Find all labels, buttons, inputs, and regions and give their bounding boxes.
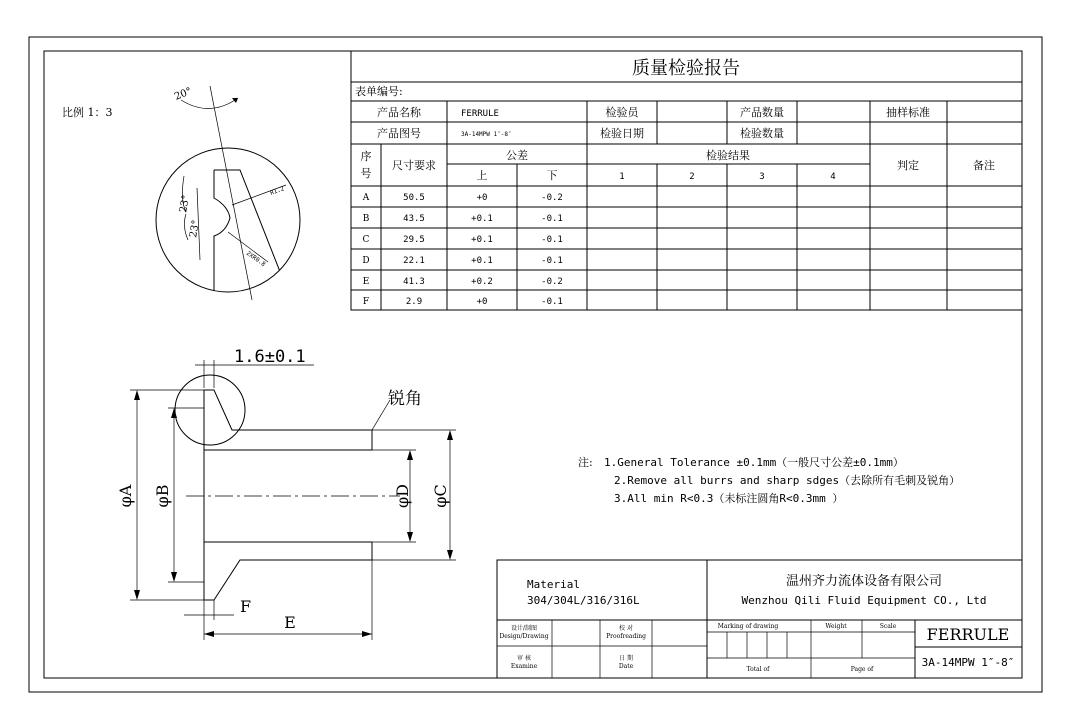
row-f-up: +0 bbox=[476, 297, 488, 307]
row-d-up: +0.1 bbox=[471, 256, 493, 266]
sharp-corner-label: 锐角 bbox=[388, 389, 422, 409]
drawing-no-value: 3A-14MPW 1″-8″ bbox=[461, 131, 512, 138]
row-b-size: 43.5 bbox=[403, 214, 425, 224]
inspection-report-table bbox=[351, 51, 1022, 310]
row-c-low: -0.1 bbox=[541, 235, 563, 245]
dim-f-label: F bbox=[240, 597, 252, 616]
row-b-id: B bbox=[362, 214, 370, 224]
note-2: 2.Remove all burrs and sharp sdges（去除所有毛刺及锐角） bbox=[614, 474, 961, 487]
sampling-label: 抽样标准 bbox=[886, 106, 930, 119]
date-label: 检验日期 bbox=[600, 127, 644, 140]
inspector-label: 检验员 bbox=[605, 106, 639, 119]
proof-en: Proofreading bbox=[606, 633, 646, 640]
note-3: 3.All min R<0.3（未标注圆角R<0.3mm ） bbox=[614, 492, 844, 505]
material-value: 304/304L/316/316L bbox=[527, 594, 640, 607]
date-cn: 日 期 bbox=[619, 655, 633, 662]
row-e-up: +0.2 bbox=[471, 277, 493, 287]
row-c-size: 29.5 bbox=[403, 235, 425, 245]
report-title: 质量检验报告 bbox=[632, 58, 740, 79]
design-en: Design/Drawing bbox=[499, 633, 549, 640]
row-b-up: +0.1 bbox=[471, 214, 493, 224]
result-col-1: 1 bbox=[619, 172, 625, 182]
drawing-no-label: 产品图号 bbox=[377, 127, 421, 140]
qty-label: 产品数量 bbox=[740, 106, 784, 119]
product-name-label: 产品名称 bbox=[377, 106, 421, 119]
row-c-id: C bbox=[362, 235, 370, 245]
company-cn: 温州齐力流体设备有限公司 bbox=[785, 574, 943, 589]
angle-top-label: 20° bbox=[173, 85, 194, 103]
exam-cn: 审 核 bbox=[517, 655, 531, 662]
row-d-id: D bbox=[362, 256, 370, 266]
row-f-low: -0.1 bbox=[541, 297, 563, 307]
title-block bbox=[497, 560, 1022, 678]
row-e-size: 41.3 bbox=[403, 277, 425, 287]
dim-d-label: φD bbox=[393, 483, 412, 509]
date-en: Date bbox=[618, 663, 634, 670]
dim-e-label: E bbox=[284, 613, 296, 632]
judge-header: 判定 bbox=[897, 159, 919, 172]
radius2-label: 2XR0.8 bbox=[244, 249, 267, 269]
row-a-up: +0 bbox=[476, 193, 488, 203]
result-col-4: 4 bbox=[830, 172, 836, 182]
seq-header-b: 号 bbox=[360, 167, 372, 180]
row-a-id: A bbox=[362, 193, 370, 203]
row-c-up: +0.1 bbox=[471, 235, 493, 245]
remark-header: 备注 bbox=[973, 159, 995, 172]
row-b-low: -0.1 bbox=[541, 214, 563, 224]
scale-cell-label: Scale bbox=[879, 623, 897, 630]
company-en: Wenzhou Qili Fluid Equipment CO., Ltd bbox=[741, 594, 987, 607]
notes-lead: 注: bbox=[578, 456, 593, 469]
page-label: Page of bbox=[850, 666, 874, 673]
scale-label: 比例 1：3 bbox=[62, 106, 113, 119]
row-f-id: F bbox=[362, 297, 370, 307]
dim-b-label: φB bbox=[153, 484, 172, 508]
marking-label: Marking of drawing bbox=[717, 623, 779, 630]
form-no-label: 表单编号: bbox=[355, 85, 403, 98]
detail-view bbox=[156, 86, 300, 300]
thickness-dim: 1.6±0.1 bbox=[234, 347, 306, 367]
lower-header: 下 bbox=[546, 169, 558, 182]
row-e-id: E bbox=[362, 277, 370, 287]
angle-b-label: 23° bbox=[188, 219, 203, 239]
angle-a-label: 23° bbox=[178, 194, 193, 214]
result-header: 检验结果 bbox=[706, 149, 750, 162]
row-a-low: -0.2 bbox=[541, 193, 563, 203]
part-no: 3A-14MPW 1″-8″ bbox=[921, 656, 1015, 669]
note-1: 1.General Tolerance ±0.1mm（一般尺寸公差±0.1mm） bbox=[604, 456, 904, 469]
result-col-3: 3 bbox=[759, 172, 765, 182]
dim-a-label: φA bbox=[116, 484, 135, 508]
section-view bbox=[116, 347, 456, 640]
inspect-qty-label: 检验数量 bbox=[740, 127, 784, 140]
seq-header-a: 序 bbox=[360, 150, 372, 163]
notes bbox=[578, 455, 960, 505]
upper-header: 上 bbox=[476, 169, 488, 182]
product-name-value: FERRULE bbox=[461, 109, 499, 119]
row-f-size: 2.9 bbox=[405, 297, 423, 307]
tol-header: 公差 bbox=[506, 149, 528, 162]
dim-c-label: φC bbox=[431, 484, 450, 508]
result-col-2: 2 bbox=[689, 172, 695, 182]
proof-cn: 校 对 bbox=[619, 625, 633, 632]
row-d-size: 22.1 bbox=[403, 256, 425, 266]
size-header: 尺寸要求 bbox=[392, 159, 436, 172]
design-cn: 设计/制图 bbox=[510, 625, 538, 632]
row-a-size: 50.5 bbox=[403, 193, 425, 203]
exam-en: Examine bbox=[510, 663, 538, 670]
row-e-low: -0.2 bbox=[541, 277, 563, 287]
total-label: Total of bbox=[746, 666, 770, 673]
weight-label: Weight bbox=[825, 623, 847, 630]
row-d-low: -0.1 bbox=[541, 256, 563, 266]
part-name: FERRULE bbox=[926, 625, 1010, 644]
material-label: Material bbox=[527, 578, 580, 591]
radius-label: R1.2 bbox=[269, 185, 286, 197]
